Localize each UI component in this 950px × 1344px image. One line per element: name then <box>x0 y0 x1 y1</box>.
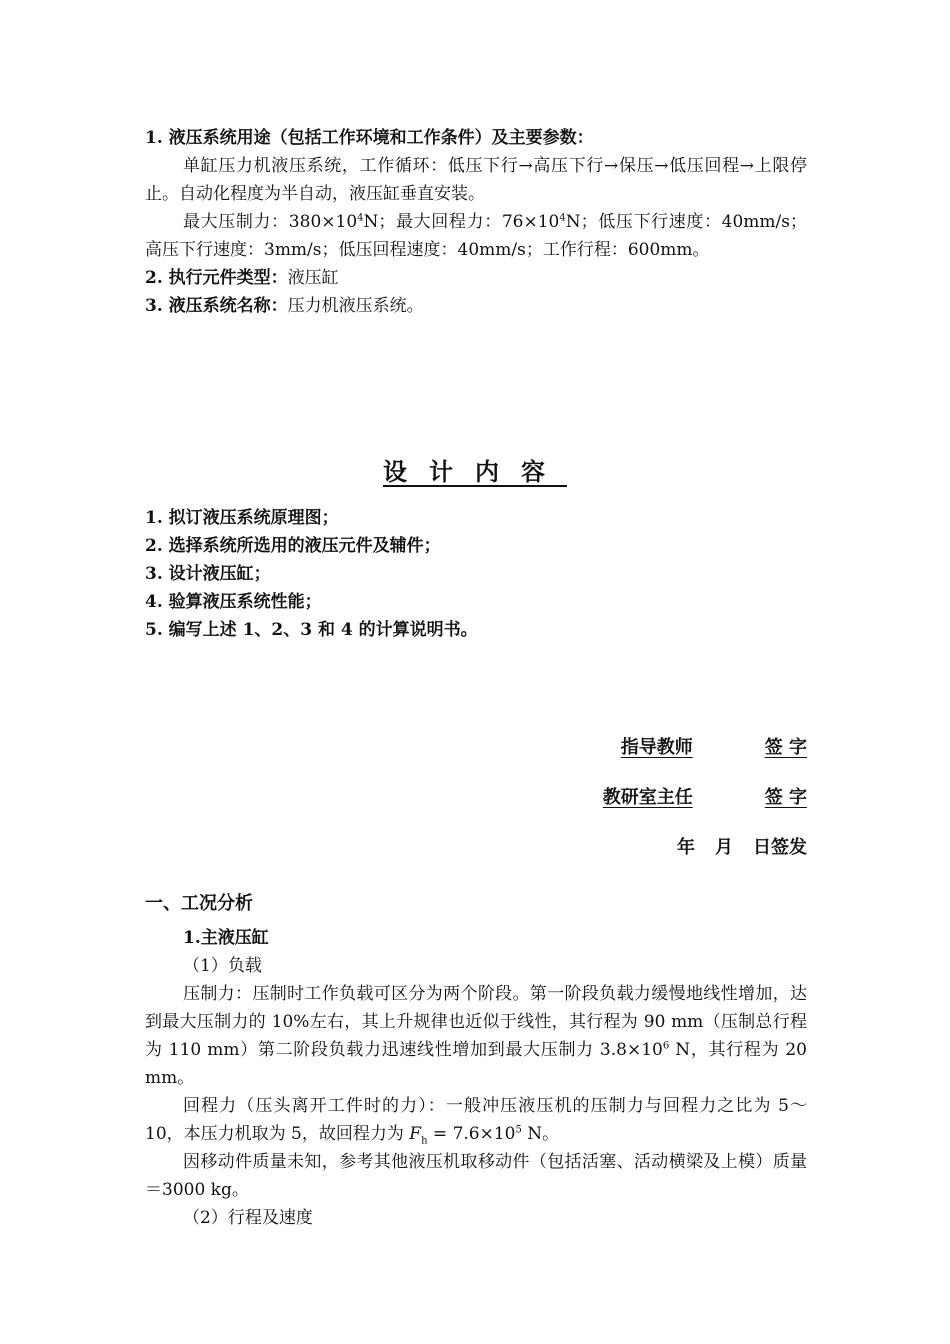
param-speeds: N；低压下行速度：40mm/s；高压下行速度：3mm/s；低压回程速度：40mm/s；工作行程：600mm。 <box>145 212 807 260</box>
director-signature-row <box>603 783 807 809</box>
design-content-title-wrap <box>0 452 950 487</box>
section1-heading: 1. 液压系统用途（包括工作环境和工作条件）及主要参数： <box>145 128 594 148</box>
design-item-4: 4. 验算液压系统性能； <box>145 592 322 612</box>
return-force-symbol: F <box>409 1124 422 1144</box>
param-max-return-exp: 4 <box>559 212 566 224</box>
stroke-speed-heading: （2）行程及速度 <box>183 1208 313 1228</box>
date-month: 月 <box>715 837 733 858</box>
moving-mass-paragraph: 因移动件质量未知，参考其他液压机取移动件（包括活塞、活动横梁及上模）质量＝3000 kg。 <box>145 1152 807 1200</box>
design-content-title: 设计内容 <box>383 457 567 486</box>
analysis-section <box>145 890 807 1232</box>
design-item-5: 5. 编写上述 1、2、3 和 4 的计算说明书。 <box>145 620 478 640</box>
teacher-label: 指导教师 签 字 <box>620 737 807 758</box>
requirements-section <box>145 124 807 320</box>
system-name-line <box>145 292 807 320</box>
param-max-press: 最大压制力：380×10 <box>183 212 358 232</box>
design-item-3: 3. 设计液压缸； <box>145 564 271 584</box>
system-name-value: 压力机液压系统。 <box>287 296 424 316</box>
actuator-type-label: 2. 执行元件类型： <box>145 268 288 288</box>
system-name-label: 3. 液压系统名称： <box>145 296 288 316</box>
design-item-2: 2. 选择系统所选用的液压元件及辅件； <box>145 536 441 556</box>
return-force-subscript: h <box>421 1135 428 1147</box>
date-day: 日签发 <box>753 837 807 858</box>
load-heading: （1）负载 <box>183 956 262 976</box>
return-force-exp: 5 <box>515 1124 522 1136</box>
design-item-1: 1. 拟订液压系统原理图； <box>145 508 339 528</box>
analysis-heading: 一、工况分析 <box>145 893 253 914</box>
main-parameters-paragraph <box>145 208 807 264</box>
date-year: 年 <box>677 837 695 858</box>
director-label: 教研室主任 签 字 <box>602 787 807 808</box>
press-force-exp: 6 <box>662 1040 670 1052</box>
work-cycle-paragraph: 单缸压力机液压系统，工作循环：低压下行→高压下行→保压→低压回程→上限停止。自动化程度为半自动，液压缸垂直安装。 <box>145 156 807 204</box>
press-force-paragraph: 压制力：压制时工作负载可区分为两个阶段。第一阶段负载力缓慢地线性增加，达到最大压制力的 10%左右，其上升规律也近似于线性，其行程为 90 mm（压制总行程为 110 mm）第二阶段负载力迅速线性增加到最大压制力 $3.8\times 10^6$ N，其行程为 20 mm。 <box>145 984 807 1088</box>
teacher-signature-row <box>621 733 807 759</box>
actuator-type-value: 液压缸 <box>287 268 339 288</box>
param-max-press-exp: 4 <box>357 212 364 224</box>
issue-date-row <box>677 833 807 859</box>
actuator-type-line <box>145 264 807 292</box>
param-max-return: N；最大回程力：76×10 <box>363 212 560 232</box>
main-cylinder-heading: 1.主液压缸 <box>183 928 269 948</box>
return-force-paragraph: 回程力（压头离开工件时的力）：一般冲压液压机的压制力与回程力之比为 5～10，本压力机取为 5，故回程力为 $F_h = 7.6\times 10^5$ N。 <box>145 1096 807 1147</box>
design-items-list <box>145 504 807 644</box>
